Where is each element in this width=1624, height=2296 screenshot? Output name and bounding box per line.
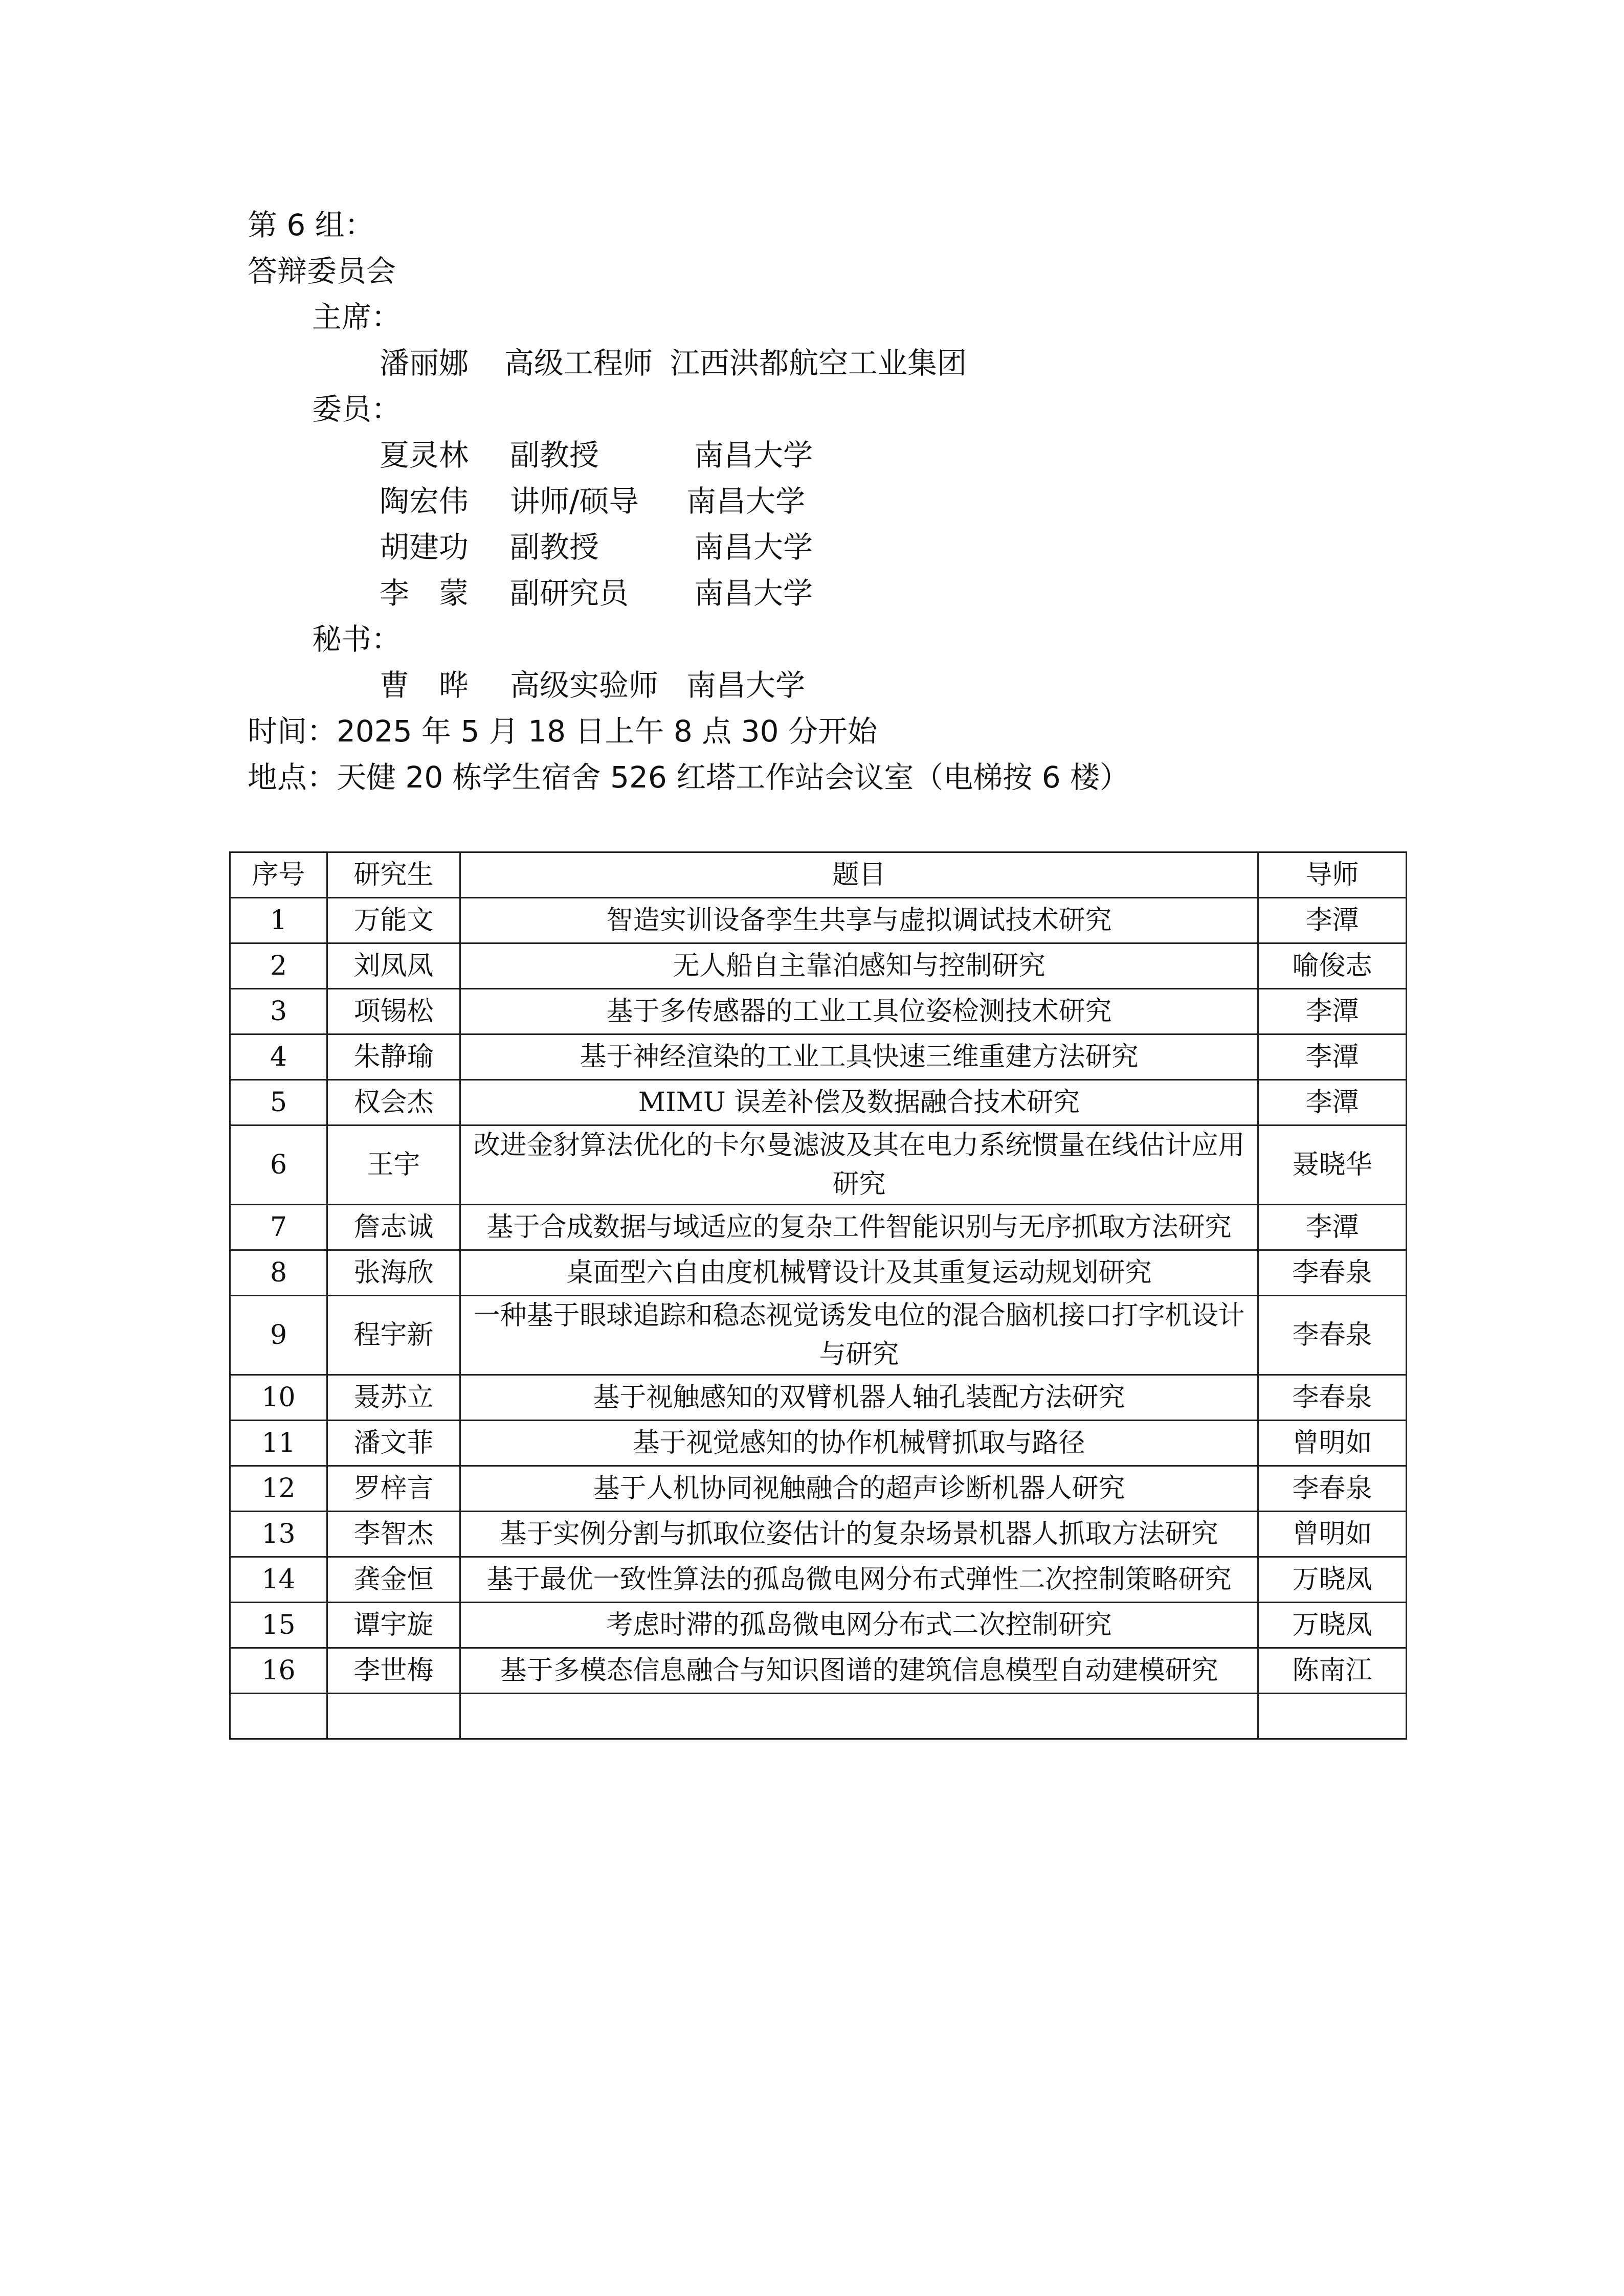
cell-topic: 基于视觉感知的协作机械臂抓取与路径 (460, 1421, 1258, 1466)
cell-student: 潘文菲 (327, 1421, 460, 1466)
cell-topic: 改进金豺算法优化的卡尔曼滤波及其在电力系统惯量在线估计应用研究 (460, 1126, 1258, 1205)
committee-label: 答辩委员会 (248, 254, 396, 288)
cell-advisor: 李春泉 (1258, 1375, 1407, 1421)
cell-student: 万能文 (327, 898, 460, 943)
chair-org: 江西洪都航空工业集团 (670, 346, 967, 380)
table-row (230, 1080, 1407, 1126)
cell-no: 13 (230, 1512, 327, 1557)
cell-advisor: 喻俊志 (1258, 943, 1407, 989)
cell-no: 6 (230, 1126, 327, 1205)
cell-topic: 智造实训设备孪生共享与虚拟调试技术研究 (460, 898, 1258, 943)
cell-no: 10 (230, 1375, 327, 1421)
table-row-empty (230, 1694, 1407, 1739)
cell-student: 龚金恒 (327, 1557, 460, 1603)
cell-topic: 一种基于眼球追踪和稳态视觉诱发电位的混合脑机接口打字机设计与研究 (460, 1296, 1258, 1375)
cell-no: 9 (230, 1296, 327, 1375)
cell-student: 王宇 (327, 1126, 460, 1205)
cell-no: 5 (230, 1080, 327, 1126)
cell-advisor: 李潭 (1258, 1205, 1407, 1250)
members-label: 委员： (312, 392, 402, 426)
member-name: 李 蒙 (380, 576, 469, 611)
cell-advisor: 李春泉 (1258, 1466, 1407, 1512)
secretary-org: 南昌大学 (686, 668, 806, 703)
member-row (380, 435, 891, 476)
table-row (230, 943, 1407, 989)
chair-title: 高级工程师 (504, 346, 653, 380)
cell-student: 聂苏立 (327, 1375, 460, 1421)
table-row (230, 1421, 1407, 1466)
secretary-title: 高级实验师 (510, 668, 659, 703)
table-row (230, 1126, 1407, 1205)
cell-topic: 基于实例分割与抓取位姿估计的复杂场景机器人抓取方法研究 (460, 1512, 1258, 1557)
table-row (230, 1034, 1407, 1080)
cell-topic: 基于人机协同视触融合的超声诊断机器人研究 (460, 1466, 1258, 1512)
table-row (230, 1603, 1407, 1648)
chair-label: 主席： (312, 300, 402, 334)
table-row (230, 1375, 1407, 1421)
member-title: 副教授 (510, 530, 599, 565)
table-row (230, 1557, 1407, 1603)
member-row (380, 573, 891, 614)
secretary-label: 秘书： (312, 622, 402, 657)
table-row (230, 1250, 1407, 1296)
cell-topic: 基于合成数据与域适应的复杂工件智能识别与无序抓取方法研究 (460, 1205, 1258, 1250)
cell-no: 3 (230, 989, 327, 1034)
header-student: 研究生 (327, 852, 460, 898)
chair-name: 潘丽娜 (380, 346, 469, 380)
secretary-entry (380, 665, 891, 706)
member-name: 夏灵林 (380, 438, 469, 472)
cell-student: 谭宇旋 (327, 1603, 460, 1648)
chair-entry (380, 343, 967, 384)
header-advisor: 导师 (1258, 852, 1407, 898)
cell-advisor: 李潭 (1258, 989, 1407, 1034)
cell-topic: MIMU 误差补偿及数据融合技术研究 (460, 1080, 1258, 1126)
secretary-name: 曹 晔 (380, 668, 469, 703)
cell-student: 程宇新 (327, 1296, 460, 1375)
member-name: 胡建功 (380, 530, 469, 565)
cell-no: 8 (230, 1250, 327, 1296)
cell-topic: 考虑时滞的孤岛微电网分布式二次控制研究 (460, 1603, 1258, 1648)
cell-no: 1 (230, 898, 327, 943)
table-row (230, 1648, 1407, 1694)
cell-no: 2 (230, 943, 327, 989)
cell-topic: 基于多传感器的工业工具位姿检测技术研究 (460, 989, 1258, 1034)
cell-student: 李世梅 (327, 1648, 460, 1694)
cell-no: 14 (230, 1557, 327, 1603)
cell-advisor: 李潭 (1258, 1080, 1407, 1126)
member-title: 副研究员 (510, 576, 629, 611)
cell-advisor: 聂晓华 (1258, 1126, 1407, 1205)
member-org: 南昌大学 (694, 438, 813, 472)
cell-student: 罗梓言 (327, 1466, 460, 1512)
cell-topic: 基于多模态信息融合与知识图谱的建筑信息模型自动建模研究 (460, 1648, 1258, 1694)
cell-no: 4 (230, 1034, 327, 1080)
table-row (230, 898, 1407, 943)
cell-advisor: 曾明如 (1258, 1421, 1407, 1466)
cell-student: 刘凤凤 (327, 943, 460, 989)
cell-student: 李智杰 (327, 1512, 460, 1557)
table-row (230, 1205, 1407, 1250)
cell-topic: 无人船自主靠泊感知与控制研究 (460, 943, 1258, 989)
cell-advisor: 万晓凤 (1258, 1603, 1407, 1648)
location-line: 地点：天健 20 栋学生宿舍 526 红塔工作站会议室（电梯按 6 楼） (248, 760, 1130, 795)
cell-topic: 基于视触感知的双臂机器人轴孔装配方法研究 (460, 1375, 1258, 1421)
member-org: 南昌大学 (686, 484, 806, 519)
cell-advisor: 李春泉 (1258, 1250, 1407, 1296)
group-label: 第 6 组： (248, 208, 374, 242)
member-title: 讲师/硕导 (510, 484, 639, 519)
cell-no (230, 1694, 327, 1739)
cell-topic: 桌面型六自由度机械臂设计及其重复运动规划研究 (460, 1250, 1258, 1296)
header-no: 序号 (230, 852, 327, 898)
table-row (230, 1512, 1407, 1557)
table-row (230, 1466, 1407, 1512)
cell-topic: 基于最优一致性算法的孤岛微电网分布式弹性二次控制策略研究 (460, 1557, 1258, 1603)
cell-no: 12 (230, 1466, 327, 1512)
cell-advisor: 李潭 (1258, 1034, 1407, 1080)
cell-student: 权会杰 (327, 1080, 460, 1126)
table-header-row (230, 852, 1407, 898)
cell-no: 11 (230, 1421, 327, 1466)
table-row (230, 1296, 1407, 1375)
defense-schedule-table (229, 851, 1407, 1740)
time-line: 时间：2025 年 5 月 18 日上午 8 点 30 分开始 (248, 714, 877, 749)
table-row (230, 989, 1407, 1034)
member-org: 南昌大学 (694, 530, 813, 565)
cell-no: 7 (230, 1205, 327, 1250)
member-org: 南昌大学 (694, 576, 813, 611)
cell-advisor: 陈南江 (1258, 1648, 1407, 1694)
member-name: 陶宏伟 (380, 484, 469, 519)
cell-student: 朱静瑜 (327, 1034, 460, 1080)
member-row (380, 527, 891, 568)
cell-advisor: 万晓凤 (1258, 1557, 1407, 1603)
cell-advisor: 李潭 (1258, 898, 1407, 943)
cell-no: 16 (230, 1648, 327, 1694)
cell-student (327, 1694, 460, 1739)
cell-advisor (1258, 1694, 1407, 1739)
cell-student: 张海欣 (327, 1250, 460, 1296)
member-title: 副教授 (510, 438, 599, 472)
cell-student: 项锡松 (327, 989, 460, 1034)
cell-advisor: 曾明如 (1258, 1512, 1407, 1557)
member-row (380, 481, 891, 522)
cell-no: 15 (230, 1603, 327, 1648)
header-topic: 题目 (460, 852, 1258, 898)
cell-topic: 基于神经渲染的工业工具快速三维重建方法研究 (460, 1034, 1258, 1080)
cell-student: 詹志诚 (327, 1205, 460, 1250)
cell-topic (460, 1694, 1258, 1739)
cell-advisor: 李春泉 (1258, 1296, 1407, 1375)
